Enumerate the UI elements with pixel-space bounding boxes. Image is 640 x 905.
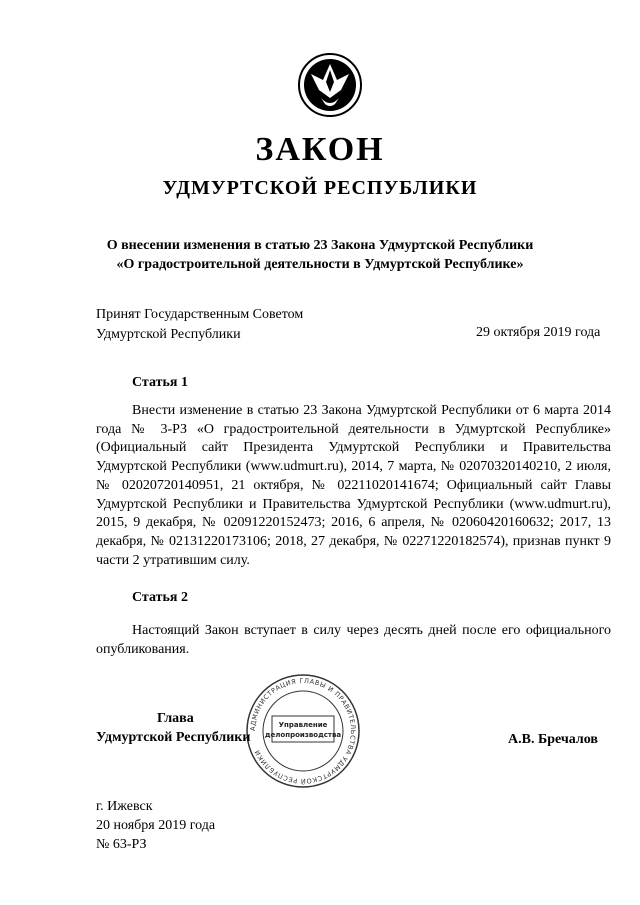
signatory-name: А.В. Бречалов — [508, 732, 598, 747]
adoption-block — [96, 305, 303, 345]
seal-center-line2: делопроизводства — [264, 731, 342, 739]
article-2-title: Статья 2 — [132, 590, 188, 605]
footer-date: 20 ноября 2019 года — [96, 818, 216, 833]
article-1-title: Статья 1 — [132, 375, 188, 390]
official-seal — [244, 672, 362, 790]
udmurt-republic-emblem-icon — [297, 52, 363, 118]
seal-ring-text: АДМИНИСТРАЦИЯ ГЛАВЫ И ПРАВИТЕЛЬСТВА УДМУРТСКОЙ РЕСПУБЛИКИ — [248, 676, 358, 786]
seal-center-line1: Управление — [278, 721, 328, 729]
law-heading — [40, 236, 600, 274]
document-footer — [96, 797, 215, 854]
law-heading-line2: «О градостроительной деятельности в Удмуртской Республике» — [116, 257, 524, 272]
adoption-line2: Удмуртской Республики — [96, 327, 241, 342]
law-heading-line1: О внесении изменения в статью 23 Закона Удмуртской Республики — [106, 238, 534, 253]
article-1-text: Внести изменение в статью 23 Закона Удмуртской Республики от 6 марта 2014 года № 3-РЗ «О градостроительной деятельности в Удмуртской Республике» (Официальный сайт Президента Удмуртской Республики и Правительства Удмуртской Республики (www.udmurt.ru), 2014, 7 марта, № 02070320140210, 2 июля, № 02020720140951, 21 октября, № 02211020141674; Официальный сайт Главы Удмуртской Республики и Правительства Удмуртской Республики (www.udmurt.ru), 2015, 9 декабря, № 02091220152473; 2016, 6 апреля, № 02060420160632; 2017, 13 декабря, № 02131220173106; 2018, 27 декабря, № 02271220182574), признав пункт 9 части 2 утратившим силу. — [96, 403, 611, 568]
adoption-line1: Принят Государственным Советом — [96, 307, 304, 322]
signature-role-line2: Удмуртской Республики — [96, 730, 251, 745]
signature-role-line1: Глава — [157, 711, 194, 726]
article-2-text: Настоящий Закон вступает в силу через десять дней после его официального опубликования. — [96, 623, 611, 657]
law-subtitle: УДМУРТСКОЙ РЕСПУБЛИКИ — [162, 177, 478, 199]
footer-number: № 63-РЗ — [96, 837, 147, 852]
law-title: ЗАКОН — [255, 131, 385, 168]
adoption-date: 29 октября 2019 года — [476, 325, 601, 340]
footer-place: г. Ижевск — [96, 799, 153, 814]
